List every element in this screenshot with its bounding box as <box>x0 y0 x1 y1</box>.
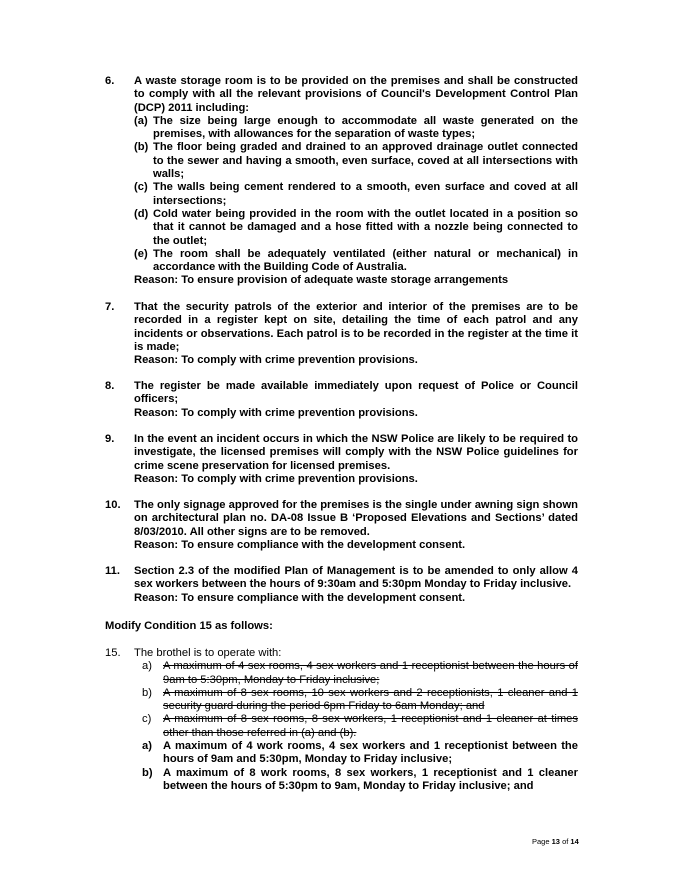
condition-number: 15. <box>105 647 121 659</box>
condition-reason: Reason: To ensure compliance with the development consent. <box>134 538 466 551</box>
condition-reason: Reason: To comply with crime prevention provisions. <box>134 472 418 485</box>
item-label: c) <box>142 713 152 726</box>
struck-item <box>134 713 578 740</box>
sub-item-text: The room shall be adequately ventilated (either natural or mechanical) in accordance with the Building Code of Australia. <box>153 247 578 274</box>
page-word: Page <box>532 837 550 846</box>
sub-item <box>134 141 578 181</box>
page-footer <box>532 837 579 846</box>
sub-item-label: (b) <box>134 141 149 154</box>
sub-item <box>134 208 578 248</box>
condition-intro: The brothel is to operate with: <box>134 647 282 659</box>
condition-15 <box>105 647 578 793</box>
sub-item-label: (d) <box>134 207 149 220</box>
new-item <box>134 767 578 794</box>
sub-item-label: (e) <box>134 247 148 260</box>
condition-text: The only signage approved for the premises is the single under awning sign shown on architectural plan no. DA-08 Issue B ‘Proposed Elevations and Sections’ dated 8/03/2010. All other signs are to be removed. <box>134 499 578 538</box>
sub-item-text: The floor being graded and drained to an approved drainage outlet connected to the sewer and having a smooth, even surface, coved at all intersections with walls; <box>153 141 578 181</box>
item-label: b) <box>142 766 153 779</box>
condition-9 <box>105 433 578 486</box>
condition-number: 11. <box>105 565 120 577</box>
condition-reason: Reason: To comply with crime prevention provisions. <box>134 354 418 367</box>
sub-item <box>134 115 578 142</box>
item-text: A maximum of 8 sex rooms, 8 sex workers, 1 receptionist and 1 cleaner at times other than those referred in (a) and (b). <box>163 713 578 739</box>
condition-reason: Reason: To ensure compliance with the development consent. <box>134 591 466 604</box>
page-number: 13 <box>551 837 560 846</box>
item-text: A maximum of 8 sex rooms, 10 sex workers and 2 receptionists, 1 cleaner and 1 security guard during the period 6pm Friday to 6am Monday; and <box>163 686 578 713</box>
sub-item-text: The size being large enough to accommodate all waste generated on the premises, with allowances for the separation of waste types; <box>153 114 578 141</box>
sub-item-label: (a) <box>134 114 148 127</box>
sub-item-text: The walls being cement rendered to a smooth, even surface and coved at all intersections; <box>153 181 578 207</box>
condition-reason: Reason: To ensure provision of adequate waste storage arrangements <box>134 274 509 287</box>
sub-item <box>134 248 578 275</box>
struck-item <box>134 687 578 714</box>
condition-text: Section 2.3 of the modified Plan of Management is to be amended to only allow 4 sex workers between the hours of 9:30am and 5:30pm Monday to Friday inclusive. <box>134 565 578 591</box>
condition-text: That the security patrols of the exterior and interior of the premises are to be recorded in a register kept on site, detailing the time of each patrol and any incidents or observations. Each patrol is to be recorded in the register at the time it is made; <box>134 301 578 353</box>
condition-text: In the event an incident occurs in which the NSW Police are likely to be required to investigate, the licensed premises will comply with the NSW Police guidelines for crime scene preservation for licensed premises. <box>134 433 578 472</box>
total-pages: 14 <box>570 837 579 846</box>
condition-reason: Reason: To comply with crime prevention provisions. <box>134 406 418 419</box>
condition-number: 7. <box>105 301 115 313</box>
new-item <box>134 740 578 767</box>
item-label: b) <box>142 686 152 699</box>
item-label: a) <box>142 740 152 753</box>
condition-text: A waste storage room is to be provided on the premises and shall be constructed to comply with all the relevant provisions of Council's Development Control Plan (DCP) 2011 including: <box>134 75 578 114</box>
condition-number: 8. <box>105 380 115 392</box>
modify-heading: Modify Condition 15 as follows: <box>105 620 273 632</box>
sub-item-label: (c) <box>134 181 148 194</box>
item-text: A maximum of 4 work rooms, 4 sex workers and 1 receptionist between the hours of 9am and 5:30pm, Monday to Friday inclusive; <box>163 740 578 766</box>
condition-7 <box>105 301 578 367</box>
condition-10 <box>105 499 578 552</box>
item-label: a) <box>142 660 152 673</box>
condition-text: The register be made available immediately upon request of Police or Council officers; <box>134 380 578 406</box>
item-text: A maximum of 8 work rooms, 8 sex workers, 1 receptionist and 1 cleaner between the hours of 5:30pm to 9am, Monday to Friday inclusive; and <box>163 766 578 792</box>
of-word: of <box>562 837 569 846</box>
struck-item <box>134 660 578 687</box>
condition-number: 10. <box>105 499 121 511</box>
condition-number: 6. <box>105 75 115 87</box>
condition-6 <box>105 75 578 288</box>
condition-number: 9. <box>105 433 115 445</box>
condition-11 <box>105 565 578 605</box>
sub-item-text: Cold water being provided in the room with the outlet located in a position so that it cannot be damaged and a hose fitted with a nozzle being connected to the outlet; <box>153 207 578 247</box>
item-text: A maximum of 4 sex rooms, 4 sex workers and 1 receptionist between the hours of 9am to 5:30pm, Monday to Friday inclusive; <box>163 660 578 686</box>
condition-8 <box>105 380 578 420</box>
sub-item <box>134 181 578 208</box>
